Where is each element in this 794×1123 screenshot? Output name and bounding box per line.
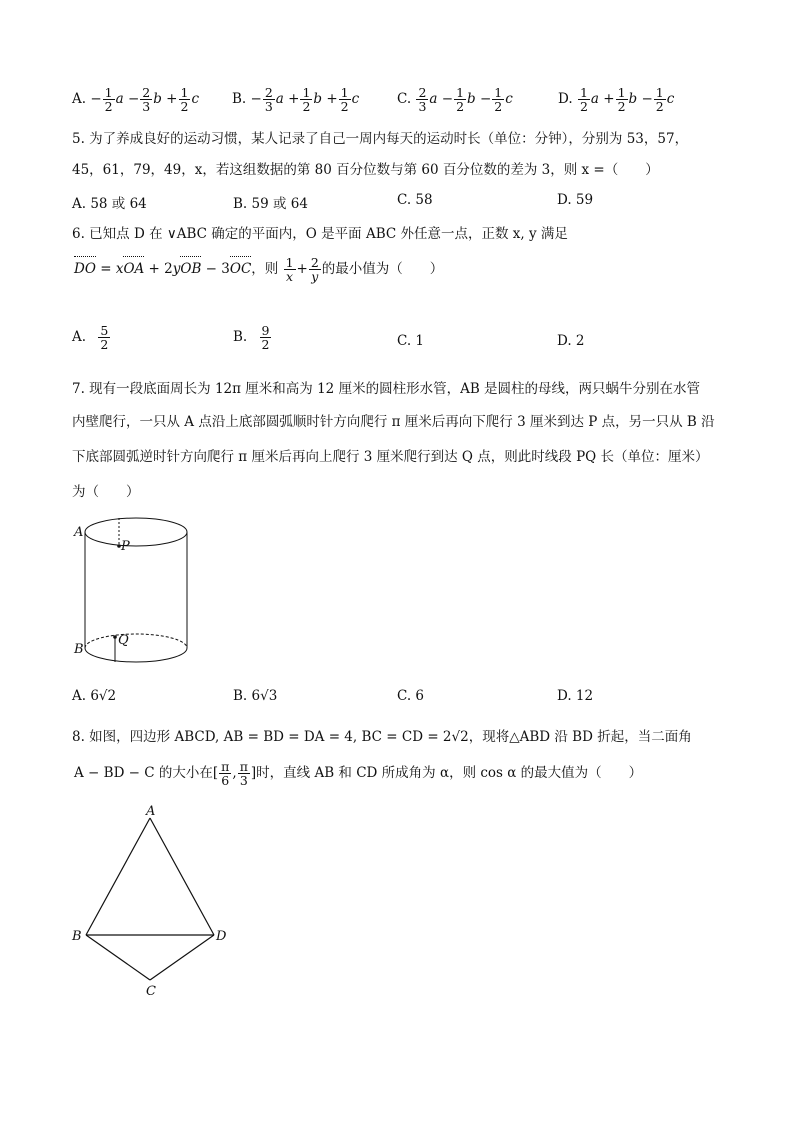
q6-eq-suffix: ，则 [251, 261, 279, 278]
q5-option-c: C. 58 [397, 192, 433, 208]
q7-line3: 下底部圆弧逆时针方向爬行 π 厘米后再向上爬行 3 厘米爬行到达 Q 点，则此时线段 PQ 长（单位：厘米） [72, 449, 709, 465]
vertex-d: D [216, 929, 227, 944]
cylinder-figure [70, 510, 200, 675]
vertex-c: C [146, 984, 156, 999]
vertex-b: B [72, 929, 82, 944]
q6-option-c: C. 1 [397, 333, 425, 349]
edge-ad [150, 818, 214, 935]
cylinder-bottom-front [85, 648, 187, 662]
cylinder-bottom-back [85, 634, 187, 648]
q7-option-c: C. 6 [397, 688, 425, 704]
option-label: B. [232, 91, 247, 108]
q4-option-b: B. − $\frac{2}{3}$ a + $\frac{1}{2}$ b + $\frac{1}{2}$ c [232, 85, 360, 115]
cylinder-top-ellipse [85, 518, 187, 546]
q8-line2: A − BD − C 的大小在[ $\frac{\pi}{6}$ , $\frac{\pi}{3}$ ]时，直线 AB 和 CD 所成角为 α，则 cos α 的最大值为（ ） [74, 759, 643, 789]
q7-line2: 内壁爬行，一只从 A 点沿上底部圆弧顺时针方向爬行 π 厘米后再向下爬行 3 厘米到达 P 点，另一只从 B 沿 [72, 414, 715, 430]
q7-line4: 为（ ） [72, 484, 140, 500]
edge-ab [86, 818, 150, 935]
q7-option-a: A. 6√2 [72, 688, 117, 704]
vertex-a: A [146, 805, 156, 819]
edge-cd [150, 935, 214, 980]
q6-option-a: A. $\frac{5}{2}$ [72, 323, 109, 353]
q5-option-d: D. 59 [557, 192, 594, 208]
label-a: A [74, 525, 84, 540]
label-b: B [74, 642, 84, 657]
q5-line2: 45，61，79，49，x，若这组数据的第 80 百分位数与第 60 百分位数的差为 3，则 x =（ ） [72, 162, 659, 178]
q6-option-d: D. 2 [557, 333, 585, 349]
option-label: C. [397, 91, 412, 108]
edge-bc [86, 935, 150, 980]
q5-line1: 5. 为了养成良好的运动习惯，某人记录了自己一周内每天的运动时长（单位：分钟），分别为 53，57， [72, 131, 689, 147]
q4-option-c: C. $\frac{2}{3}$ a − $\frac{1}{2}$ b − $\frac{1}{2}$ c [397, 85, 513, 115]
q4-option-a: A. − $\frac{1}{2}$ a − $\frac{2}{3}$ b + $\frac{1}{2}$ c [72, 85, 200, 115]
q6-option-b: B. $\frac{9}{2}$ [233, 323, 270, 353]
q8-line1: 8. 如图，四边形 ABCD, AB = BD = DA = 4, BC = CD = 2√2，现将△ABD 沿 BD 折起，当二面角 [72, 729, 692, 745]
q7-option-b: B. 6√3 [233, 688, 278, 704]
q7-option-d: D. 12 [557, 688, 594, 704]
label-p: P [121, 539, 130, 554]
q5-option-b: B. 59 或 64 [233, 196, 308, 212]
q7-line1: 7. 现有一段底面周长为 12π 厘米和高为 12 厘米的圆柱形水管，AB 是圆柱的母线，两只蜗牛分别在水管 [72, 381, 701, 397]
q5-option-a: A. 58 或 64 [72, 196, 147, 212]
option-label: A. [72, 91, 87, 108]
q8-line2-b: ]时，直线 AB 和 CD 所成角为 α，则 cos α 的最大值为（ ） [250, 765, 643, 782]
point-q [113, 635, 117, 639]
option-label: D. [558, 91, 573, 108]
q4-options [72, 76, 732, 116]
quadrilateral-figure [66, 805, 241, 1000]
q6-tail: 的最小值为（ ） [321, 261, 444, 278]
q8-line2-a: A − BD − C 的大小在[ [74, 765, 219, 782]
q4-option-d: D. $\frac{1}{2}$ a + $\frac{1}{2}$ b − $\frac{1}{2}$ c [558, 85, 675, 115]
q6-line1: 6. 已知点 D 在 ∨ABC 确定的平面内，O 是平面 ABC 外任意一点，正数 x, y 满足 [72, 226, 568, 242]
label-q: Q [118, 633, 129, 648]
q6-vector-equation: DO = xOA + 2yOB − 3OC，则 $\frac{1}{x}$ + $\frac{2}{y}$ 的最小值为（ ） [74, 255, 444, 285]
